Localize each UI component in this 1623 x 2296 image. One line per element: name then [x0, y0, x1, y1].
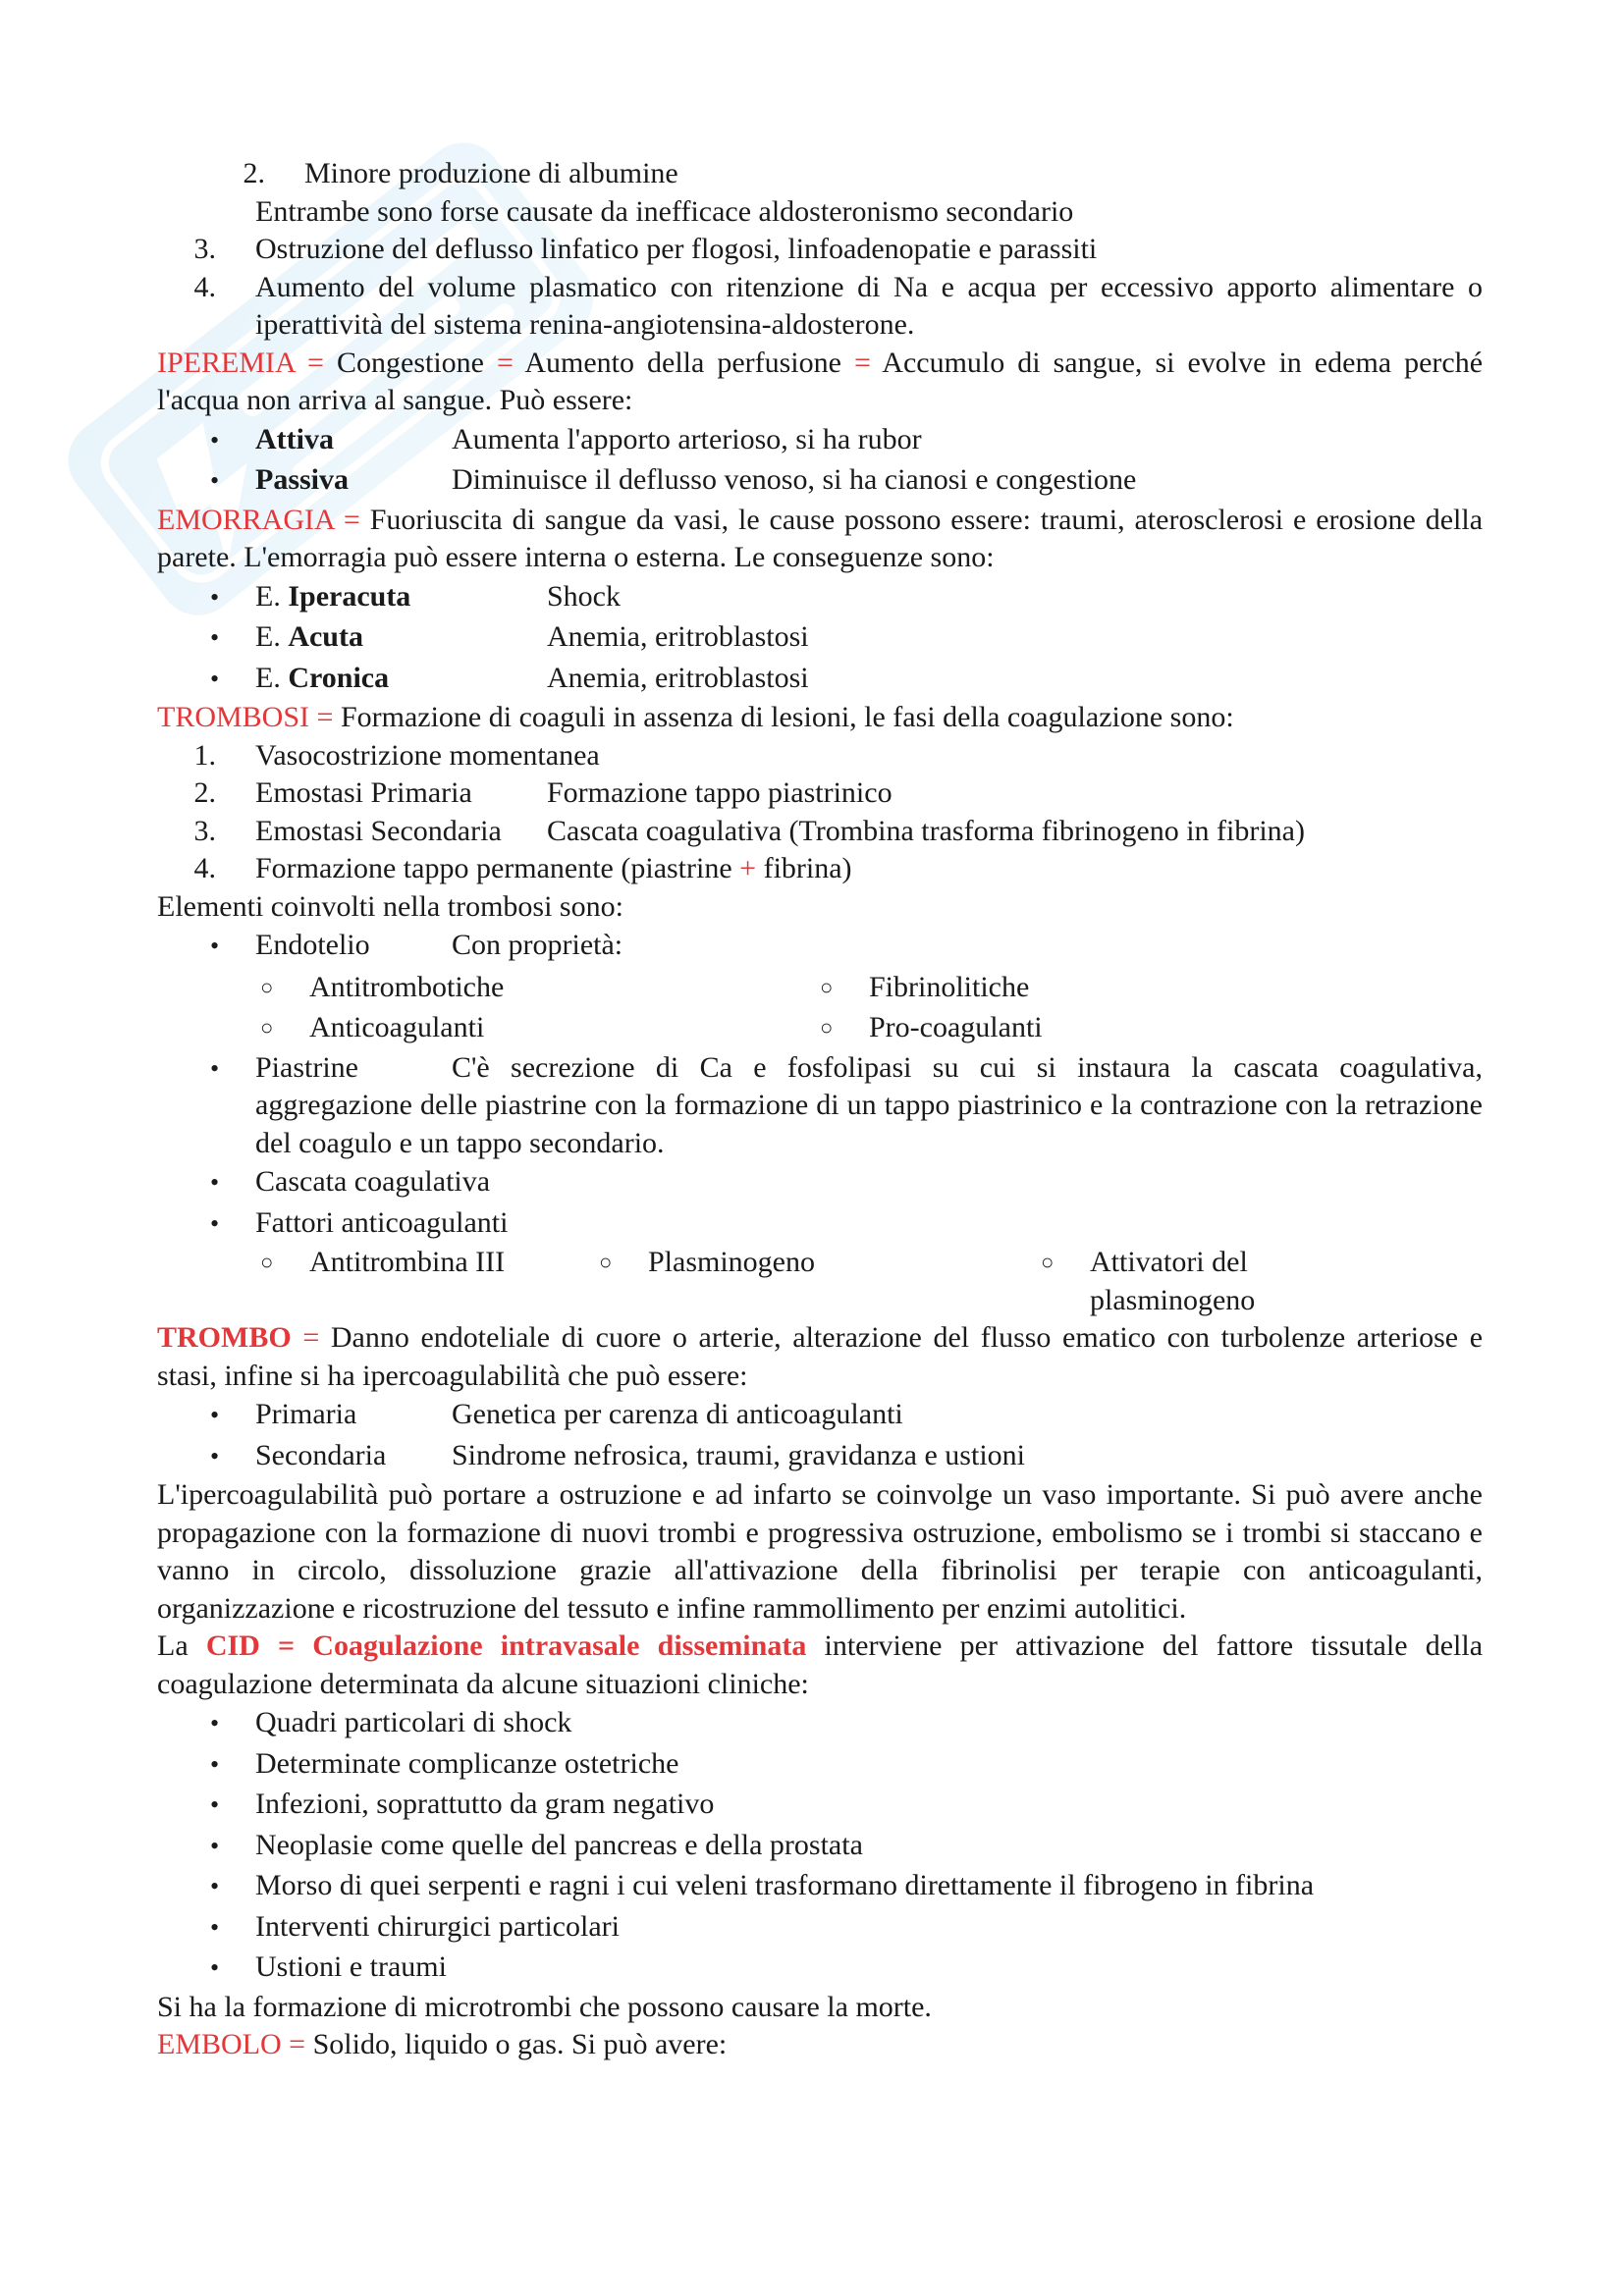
list-item: • Primaria Genetica per carenza di anticoagulanti: [157, 1395, 1483, 1436]
term-emorragia: EMORRAGIA: [157, 503, 335, 536]
list-item: • Attiva Aumenta l'apporto arterioso, si ha rubor: [157, 420, 1483, 461]
bullet-icon: •: [210, 1441, 220, 1470]
list-item: 4. Aumento del volume plasmatico con ritenzione di Na e acqua per eccessivo apporto alimentare o iperattività del sistema renina-angiotensina-aldosterone.: [193, 270, 1483, 341]
bullet-icon: •: [210, 623, 220, 652]
list-item: • Cascata coagulativa: [157, 1162, 1483, 1203]
circle-bullet-icon: ○: [260, 1015, 274, 1040]
term-cid: CID = Coagulazione intravasale disseminata: [205, 1629, 807, 1662]
bullet-icon: •: [210, 1790, 220, 1819]
list-item: • Secondaria Sindrome nefrosica, traumi, gravidanza e ustioni: [157, 1436, 1483, 1477]
sub-list-row: ○ Antitrombina III ○ Plasminogeno ○ Attivatori del plasminogeno: [157, 1244, 1483, 1319]
iperemia-paragraph: IPEREMIA = Congestione = Aumento della perfusione = Accumulo di sangue, si evolve in edema perché l'acqua non arriva al sangue. Può essere:: [157, 346, 1484, 416]
cid-paragraph: La CID = Coagulazione intravasale disseminata interviene per attivazione del fattore tissutale della coagulazione determinata da alcune situazioni cliniche:: [157, 1629, 1484, 1700]
list-item: • Morso di quei serpenti e ragni i cui veleni trasformano direttamente il fibrogeno in fibrina: [157, 1866, 1483, 1907]
circle-bullet-icon: ○: [820, 1015, 834, 1040]
bullet-icon: •: [210, 466, 220, 495]
ipercoagulabilita-paragraph: L'ipercoagulabilità può portare a ostruzione e ad infarto se coinvolge un vaso importante. Si può avere anche propagazione con la formazione di nuovi trombi e progressiva ostruzione, embolismo se i trombi si staccano e vanno in circolo, dissoluzione grazie all'attivazione della fibrinolisi per terapie con anticoagulanti, organizzazione e ricostruzione del tessuto e infine rammollimento per enzimi autolitici.: [157, 1478, 1483, 1625]
trombosi-paragraph: TROMBOSI = Formazione di coaguli in assenza di lesioni, le fasi della coagulazione sono:: [157, 701, 1234, 733]
circle-bullet-icon: ○: [1041, 1250, 1055, 1274]
list-item: 4. Formazione tappo permanente (piastrine + fibrina): [193, 852, 852, 884]
bullet-icon: •: [210, 1749, 220, 1779]
list-item: 3. Emostasi Secondaria Cascata coagulativa (Trombina trasforma fibrinogeno in fibrina): [193, 814, 1305, 847]
embolo-paragraph: EMBOLO = Solido, liquido o gas. Si può avere:: [157, 2028, 728, 2060]
bullet-icon: •: [210, 1053, 220, 1083]
bullet-icon: •: [210, 1953, 220, 1982]
list-item: • Quadri particolari di shock: [157, 1703, 1483, 1744]
circle-bullet-icon: ○: [599, 1250, 613, 1274]
list-item: • Ustioni e traumi: [157, 1948, 1483, 1989]
elements-intro: Elementi coinvolti nella trombosi sono:: [157, 889, 623, 923]
bullet-icon: •: [210, 1912, 220, 1942]
sub-list-row: ○ Antitrombotiche ○ Fibrinolitiche: [157, 967, 1483, 1008]
bullet-icon: •: [210, 932, 220, 960]
bullet-icon: •: [210, 1831, 220, 1860]
bullet-icon: •: [210, 1709, 220, 1737]
list-item: • Interventi chirurgici particolari: [157, 1907, 1483, 1949]
term-embolo: EMBOLO: [157, 2028, 282, 2060]
list-item: • Determinate complicanze ostetriche: [157, 1744, 1483, 1786]
list-item: 2. Emostasi Primaria Formazione tappo piastrinico: [193, 776, 893, 809]
bullet-icon: •: [210, 664, 220, 693]
term-trombosi: TROMBOSI: [157, 701, 310, 733]
bullet-icon: •: [210, 582, 220, 612]
bullet-icon: •: [210, 1872, 220, 1900]
list-item: • Fattori anticoagulanti: [157, 1203, 1483, 1245]
list-item: • Endotelio Con proprietà:: [157, 926, 1483, 967]
circle-bullet-icon: ○: [260, 974, 274, 999]
list-item: • Piastrine C'è secrezione di Ca e fosfolipasi su cui si instaura la cascata coagulativa, aggregazione delle piastrine con la formazione di un tappo piastrinico e la contrazione con la retrazione del coagulo e un tappo secondario.: [157, 1048, 1483, 1163]
list-item: • E. Cronica Anemia, eritroblastosi: [157, 659, 1483, 700]
circle-bullet-icon: ○: [820, 974, 834, 999]
list-item: 1. Vasocostrizione momentanea: [193, 738, 600, 772]
list-note: Entrambe sono forse causate da inefficace aldosteronismo secondario: [255, 194, 1074, 228]
term-trombo: TROMBO: [157, 1321, 292, 1354]
bullet-icon: •: [210, 1168, 220, 1197]
list-item: • E. Acuta Anemia, eritroblastosi: [157, 617, 1483, 659]
bullet-icon: •: [210, 425, 220, 454]
trombo-paragraph: TROMBO = Danno endoteliale di cuore o arterie, alterazione del flusso ematico con turbolenze arteriose e stasi, infine si ha ipercoagulabilità che può essere:: [157, 1321, 1484, 1392]
circle-bullet-icon: ○: [260, 1250, 274, 1274]
bullet-icon: •: [210, 1401, 220, 1429]
list-item: • Infezioni, soprattutto da gram negativo: [157, 1785, 1483, 1826]
list-item: • E. Iperacuta Shock: [157, 577, 1483, 618]
list-item: 2. Minore produzione di albumine: [243, 157, 678, 189]
list-item: • Passiva Diminuisce il deflusso venoso, si ha cianosi e congestione: [157, 460, 1483, 502]
cid-conclusion: Si ha la formazione di microtrombi che possono causare la morte.: [157, 1990, 932, 2023]
bullet-icon: •: [210, 1208, 220, 1238]
document-page: [157, 155, 1483, 2064]
list-item: 3. Ostruzione del deflusso linfatico per flogosi, linfoadenopatie e parassiti: [193, 233, 1098, 265]
term-iperemia: IPEREMIA: [157, 346, 296, 379]
list-item: • Neoplasie come quelle del pancreas e della prostata: [157, 1826, 1483, 1867]
emorragia-paragraph: EMORRAGIA = Fuoriuscita di sangue da vasi, le cause possono essere: traumi, aterosclerosi e erosione della parete. L'emorragia può essere interna o esterna. Le conseguenze sono:: [157, 503, 1484, 573]
sub-list-row: ○ Anticoagulanti ○ Pro-coagulanti: [157, 1007, 1483, 1048]
